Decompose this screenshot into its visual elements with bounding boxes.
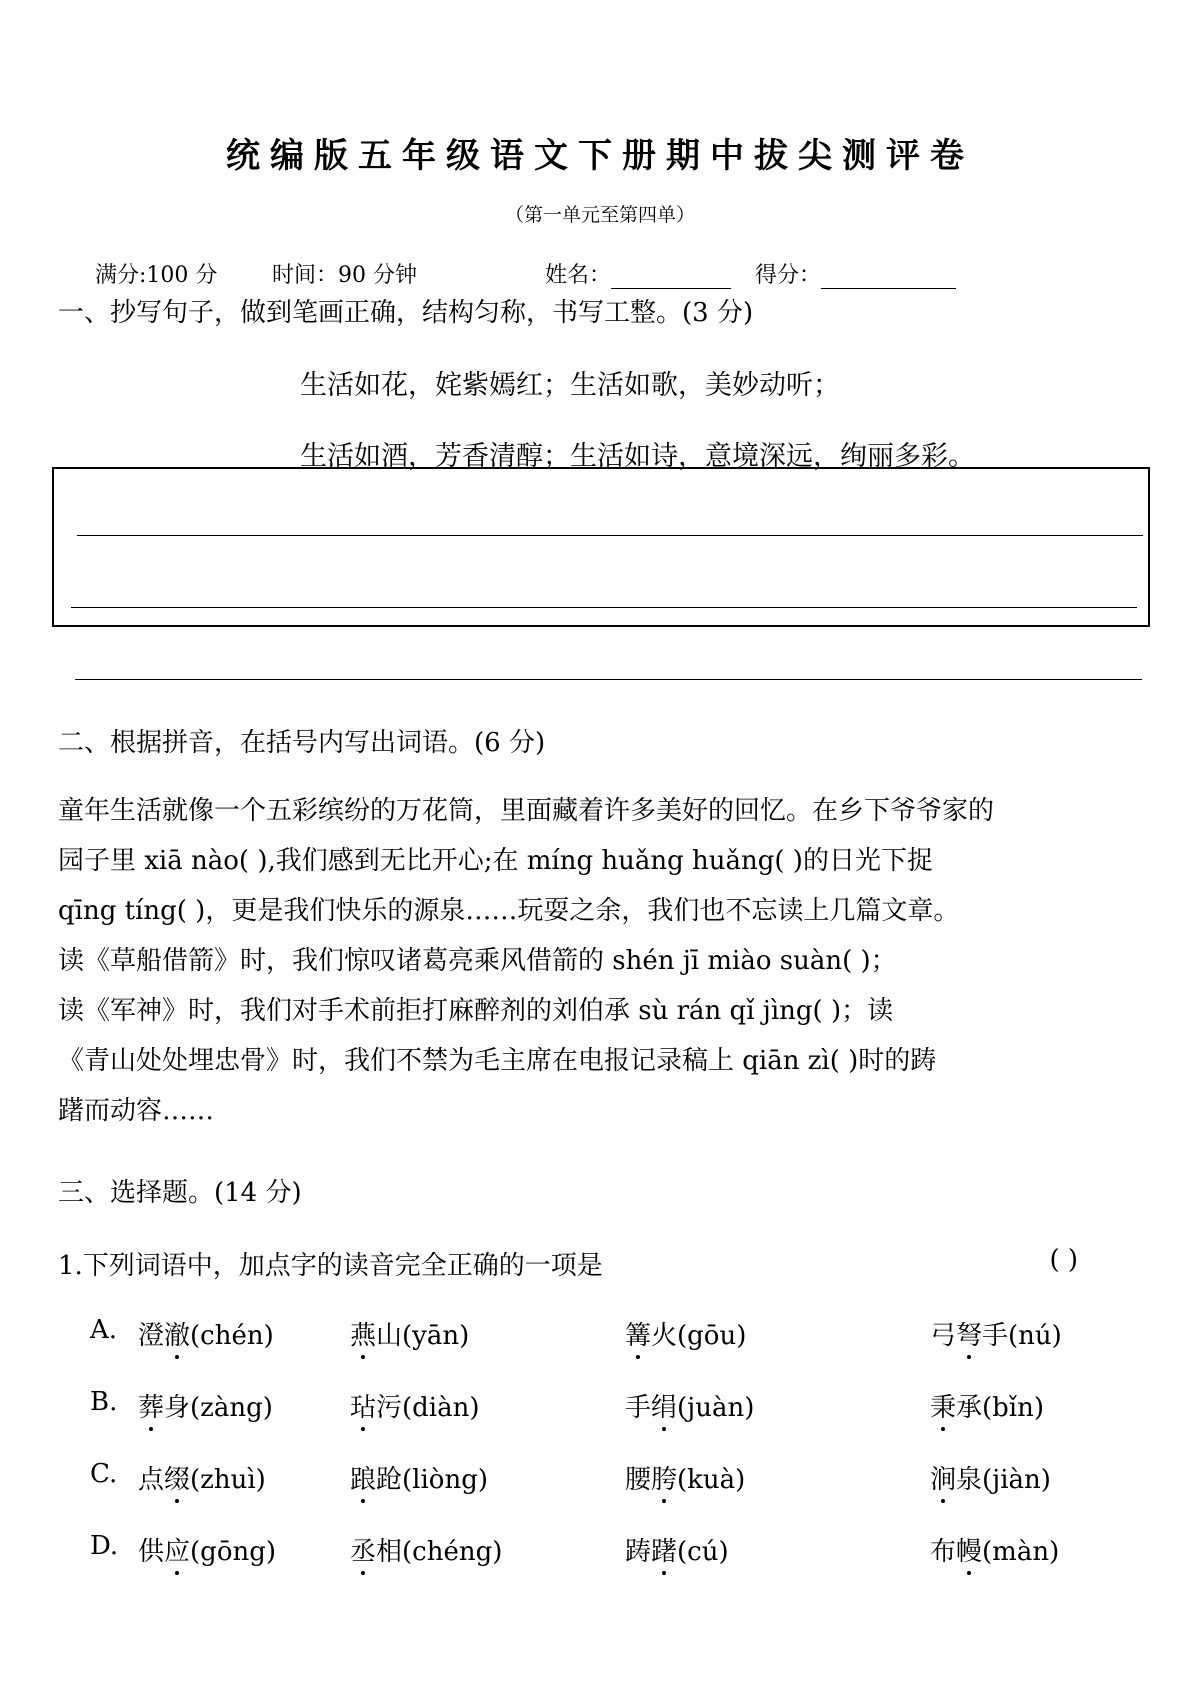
word-suffix-pinyin: (zhuì) [190,1465,266,1495]
word-prefix: 弓 [930,1321,957,1351]
name-field[interactable] [545,258,731,289]
word-prefix: 供 [138,1537,165,1567]
word-suffix-pinyin: 承(bǐn) [956,1393,1045,1423]
dotted-character: 葬 [138,1387,164,1424]
writing-line-2[interactable] [71,607,1137,608]
option-word [138,1387,273,1424]
word-suffix-pinyin: 山(yān) [376,1321,470,1351]
word-suffix-pinyin: 火(gōu) [651,1321,747,1351]
section2-passage [58,786,1148,1136]
word-suffix-pinyin: 跄(liòng) [376,1465,488,1495]
option-label[interactable]: C. [90,1459,118,1489]
option-word [930,1387,1044,1424]
word-suffix-pinyin: 手(nú) [982,1321,1062,1351]
dotted-character: 玷 [350,1387,376,1424]
word-prefix: 布 [930,1537,957,1567]
name-label: 姓名： [545,263,612,288]
dotted-character: 绢 [651,1387,677,1424]
passage-line: 《青山处处埋忠骨》时，我们不禁为毛主席在电报记录稿上 qiān zì( )时的踌 [58,1046,937,1076]
option-label[interactable]: B. [90,1387,118,1417]
question-1-text: 1.下列词语中，加点字的读音完全正确的一项是 [58,1251,603,1281]
score-label: 得分： [755,263,822,288]
score-blank[interactable] [821,266,956,289]
passage-line: 童年生活就像一个五彩缤纷的万花筒，里面藏着许多美好的回忆。在乡下爷爷家的 [58,796,995,826]
page-subtitle: （第一单元至第四单） [504,204,695,226]
word-suffix-pinyin: (chén) [190,1321,274,1351]
section3-heading: 三、选择题。(14 分) [58,1178,302,1208]
option-word [625,1459,745,1496]
word-suffix-pinyin: (cú) [677,1537,729,1567]
page-title: 统编版五年级语文下册期中拔尖测评卷 [226,136,974,176]
option-word [625,1315,746,1352]
dotted-character: 应 [164,1531,190,1568]
passage-line: 读《草船借箭》时，我们惊叹诸葛亮乘风借箭的 shén jī miào suàn( )； [58,946,897,976]
writing-box[interactable] [52,467,1150,627]
option-word [138,1459,266,1496]
option-word [350,1387,480,1424]
option-word [350,1315,469,1352]
full-score: 满分:100 分 [95,263,218,288]
dotted-character: 燕 [350,1315,376,1352]
score-field[interactable] [755,258,956,289]
word-prefix: 点 [138,1465,165,1495]
dotted-character: 躇 [651,1531,677,1568]
passage-line: 躇而动容…… [58,1096,215,1126]
option-word [625,1387,754,1424]
passage-line: 读《军神》时，我们对手术前拒打麻醉剂的刘伯承 sù rán qǐ jìng( )；读 [58,996,894,1026]
word-suffix-pinyin: (màn) [982,1537,1060,1567]
option-word [930,1531,1059,1568]
word-prefix: 腰 [625,1465,652,1495]
dotted-character: 澈 [164,1315,190,1352]
option-word [138,1315,274,1352]
passage-line: qīng tíng( )，更是我们快乐的源泉……玩耍之余，我们也不忘读上几篇文章。 [58,896,960,926]
word-suffix-pinyin: 相(chéng) [376,1537,503,1567]
copy-sentence-2: 生活如酒，芳香清醇；生活如诗，意境深远，绚丽多彩。 [300,441,975,472]
copy-sentence-1: 生活如花，姹紫嫣红；生活如歌，美妙动听； [300,370,840,401]
question-1 [58,1245,1078,1282]
writing-line-3[interactable] [75,679,1142,680]
dotted-character: 幔 [956,1531,982,1568]
option-word [350,1459,488,1496]
exam-time: 时间：90 分钟 [272,263,417,288]
option-word [138,1531,276,1568]
word-suffix-pinyin: 泉(jiàn) [956,1465,1051,1495]
writing-line-1[interactable] [77,535,1143,536]
option-word [350,1531,502,1568]
option-word [625,1531,729,1568]
word-suffix-pinyin: 身(zàng) [164,1393,273,1423]
dotted-character: 丞 [350,1531,376,1568]
passage-line: 园子里 xiā nào( ),我们感到无比开心;在 míng huǎng huǎng( )的日光下捉 [58,846,933,876]
word-prefix: 澄 [138,1321,165,1351]
dotted-character: 弩 [956,1315,982,1352]
word-suffix-pinyin: 污(diàn) [376,1393,480,1423]
section1-heading: 一、抄写句子，做到笔画正确，结构匀称，书写工整。(3 分) [58,298,754,328]
option-label[interactable]: A. [90,1315,118,1345]
dotted-character: 踉 [350,1459,376,1496]
word-prefix: 踌 [625,1537,652,1567]
dotted-character: 涧 [930,1459,956,1496]
dotted-character: 秉 [930,1387,956,1424]
word-suffix-pinyin: (juàn) [677,1393,755,1423]
word-suffix-pinyin: (gōng) [190,1537,277,1567]
dotted-character: 胯 [651,1459,677,1496]
word-prefix: 手 [625,1393,652,1423]
section2-heading: 二、根据拼音，在括号内写出词语。(6 分) [58,728,546,758]
option-word [930,1459,1051,1496]
word-suffix-pinyin: (kuà) [677,1465,746,1495]
option-word [930,1315,1062,1352]
dotted-character: 篝 [625,1315,651,1352]
name-blank[interactable] [611,266,731,289]
dotted-character: 缀 [164,1459,190,1496]
option-label[interactable]: D. [90,1531,119,1561]
answer-blank[interactable]: ( ) [1049,1245,1078,1275]
